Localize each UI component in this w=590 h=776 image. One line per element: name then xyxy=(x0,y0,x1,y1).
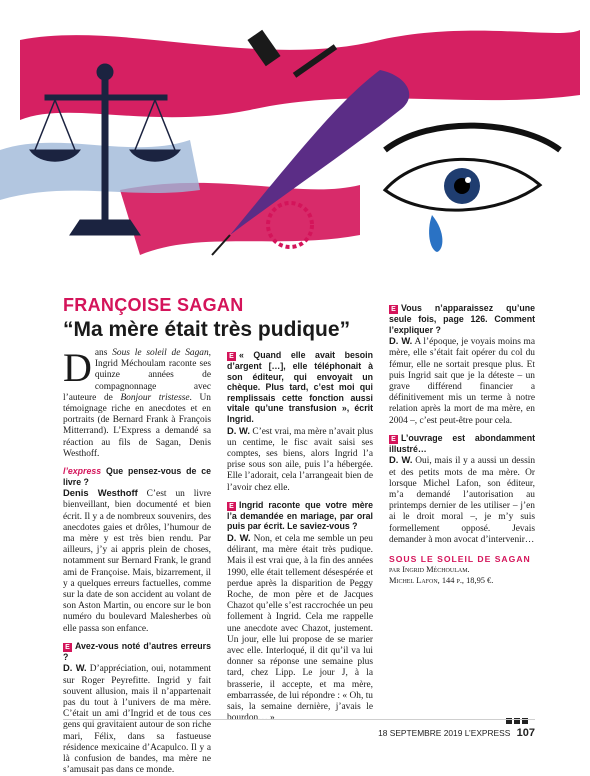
article-kicker: FRANÇOISE SAGAN xyxy=(63,295,244,315)
question-marker-icon: E xyxy=(63,643,72,652)
question-marker-icon: E xyxy=(389,305,398,314)
article-title: “Ma mère était très pudique” xyxy=(63,318,351,341)
book-box-publisher: Michel Lafon, 144 p., 18,95 €. xyxy=(389,575,494,585)
blue-brush-stroke xyxy=(0,140,200,200)
book-box-author: par Ingrid Méchoulam. xyxy=(389,565,470,575)
answer-6: D. W. Oui, mais il y a aussi un dessin et des petits mots de ma mère. Or lorsque Michel Lafon, son éditeur, m’a demandé l’autorisation au printemps dernier de les utiliser – j’en ai le droit moral –, je m’y suis formellement opposé. Jevais demander à mon avocat d’intervenir… xyxy=(389,454,536,545)
page-number: 107 xyxy=(516,727,535,739)
intro-paragraph: Dans Sous le soleil de Sagan, Ingrid Méchoulam raconte ses quinze années de compagnonnage avec l’auteure de Bonjour tristesse. Un témoignage riche en anecdotes et en portraits (de Bernard Frank à François Mitterrand). L’Express a demandé sa réaction au fils de Sagan, Denis Westhoff. xyxy=(63,345,212,459)
footer-date: 18 SEPTEMBRE 2019 xyxy=(378,728,463,738)
footer-magazine: L’EXPRESS xyxy=(464,728,511,738)
question-5: E Vous n’apparaissez qu’une seule fois, page 126. Comment l’expliquer ? xyxy=(389,303,535,335)
question-marker-icon: E xyxy=(389,435,398,444)
book-box-title: SOUS LE SOLEIL DE SAGAN xyxy=(389,554,531,565)
dropcap: D xyxy=(63,345,92,390)
question-4: E Ingrid raconte que votre mère l’a demandée en mariage, par oral puis par écrit. Le saviez-vous ? xyxy=(227,499,373,532)
book-title-inline: Bonjour tristesse xyxy=(120,392,190,403)
page-footer xyxy=(378,727,535,739)
footer-rule xyxy=(63,719,535,720)
header-illustration xyxy=(0,0,590,270)
pink-brush-stroke-lower xyxy=(120,183,360,255)
question-2: E Avez-vous noté d’autres erreurs ? xyxy=(63,640,211,662)
answer-4: D. W. Non, et cela me semble un peu délirant, ma mère était très pudique. Mais il est vrai que, à la fin des années 1990, elle était tellement désespérée et perdue après la disparition de Peggy Roche, de mon père et de Jacques Chazot qu’elle s’est raccrochée un peu follement à Ingrid. Cela me rappelle une anecdote avec Chazot, justement. Un jour, elle lui propose de se marier avec elle. Interloqué, il dit qu’il va lui donner sa réponse une semaine plus tard, chez Lipp. Le jour J, à la brasserie, il accepte, et ma mère, embarrassée, de lui répondre : « Oh, tu sais, la semaine dernière, j’avais le xyxy=(227,531,373,713)
question-marker-icon: E xyxy=(227,502,236,511)
column-2 xyxy=(227,350,373,724)
column-3 xyxy=(389,297,535,586)
answer-1: Denis Westhoff C’est un livre bienveillant, bien documenté et bien écrit. Il y a de nombreux souvenirs, des anecdotes gaies et drôles, l’humour de ma mère y est très bien rendu. Par ailleurs, j’y ai appris plein de choses, notamment sur Bernard Frank, le grand ami de Françoise. Mais, bizarrement, il y a quelques erreurs factuelles, comme sur la date de son accident au volant de son Aston Martin, ou encore sur le bon numéro du boulevard Malesherbes où elle passa son enfance. xyxy=(63,487,211,634)
column-1 xyxy=(63,345,212,776)
question-1: l’express Que pensez-vous de ce livre ? xyxy=(63,466,211,487)
crying-eye-icon xyxy=(385,126,560,252)
lexpress-brand: l’express xyxy=(63,466,102,477)
question-marker-icon: E xyxy=(227,352,236,361)
book-title-inline: Sous le soleil de Sagan xyxy=(112,348,209,358)
answer-5: D. W. A l’époque, je voyais moins ma mère, elle s’était fait opérer du col du fémur, elle ne sortait presque plus. Et puis Ingrid sait que je la déteste – un grave différend financier a définitivement mis un terme à notre relation après la mort de ma mère, en 2004 –, c’est peut-être pour cela. xyxy=(389,335,535,426)
answer-3: D. W. C’est vrai, ma mère n’avait plus un centime, le fisc avait saisi ses comptes, ses biens, alors Ingrid l’a prise sous son aile, puis l’a hébergée. Elle l’adorait, cela l’arrangeait bien de l’avoir chez elle. xyxy=(227,424,373,493)
question-3: E « Quand elle avait besoin d’argent […], elle téléphonait à son éditeur, qui envoyait un chèque. Plus tard, c’est moi qui remplissais cette fonction aussi vitale qu’une transfusion », écrit Ingrid. xyxy=(227,350,373,424)
answer-2: D. W. D’appréciation, oui, notamment sur Roger Peyrefitte. Ingrid y fait souvent allusion, mais il n’appartenait pas du tout à l’univers de ma mère. C’était un ami d’Ingrid et de tous ces gens qui gravitaient autour de son riche mari, Félix, dans sa fastueuse résidence mexicaine d’Acapulco. Il y a là confusion de bandes, ma mère ne s’amusait pas dans ce monde. xyxy=(63,662,211,776)
question-6: E L’ouvrage est abondamment illustré… xyxy=(389,432,535,454)
